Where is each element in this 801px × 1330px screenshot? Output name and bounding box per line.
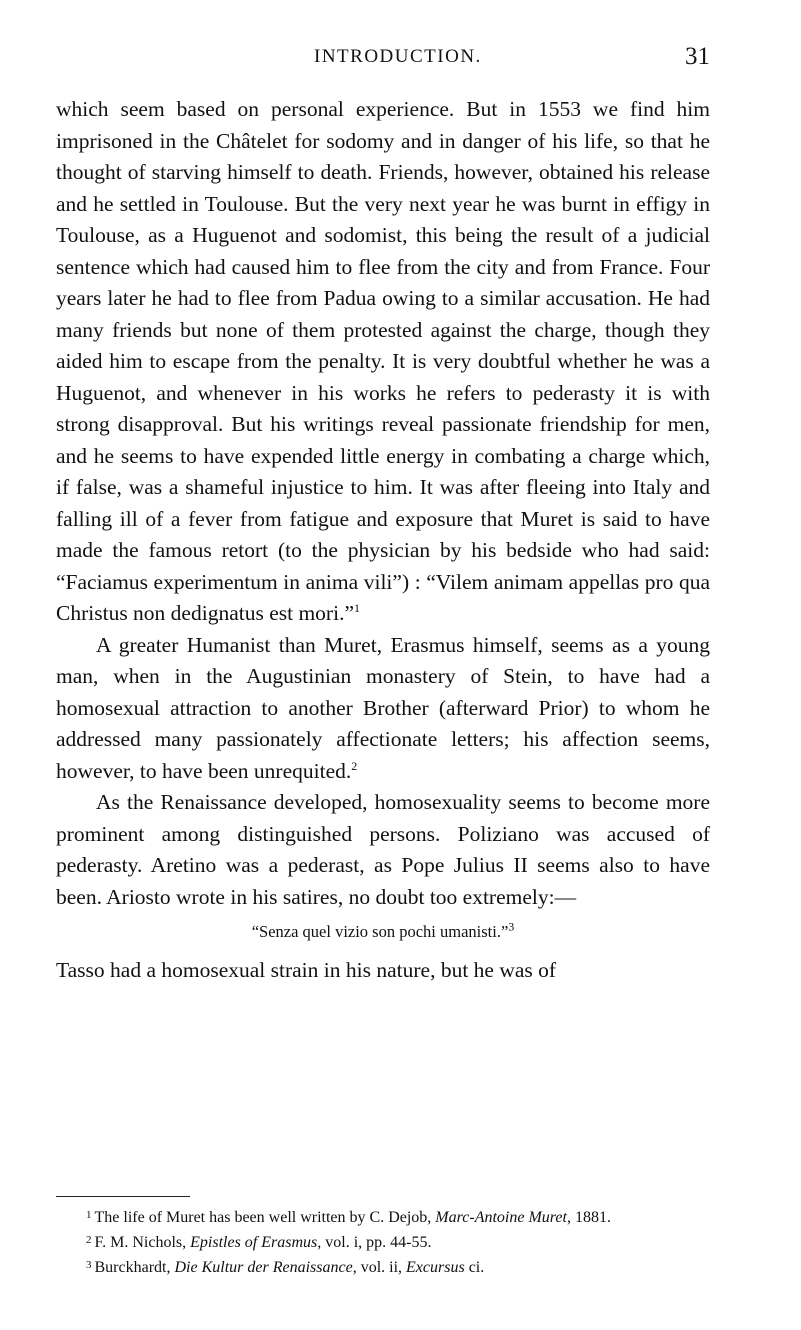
footnote-text: F. M. Nichols, (94, 1234, 191, 1251)
footnote-1 (56, 1204, 710, 1229)
footnote-text: , vol. ii, (352, 1259, 407, 1276)
paragraph-text: A greater Humanist than Muret, Erasmus himself, seems as a young man, when in the Augustinian monastery of Stein, to have had a homosexual attraction to another Brother (afterward Prior) to whom he addressed many passionately affectionate letters; his affection seems, however, to have been unrequited. (56, 632, 710, 783)
footnote-title: Die Kultur der Renaissance (174, 1259, 353, 1276)
footnote-title: Epistles of Erasmus (190, 1234, 318, 1251)
footnote-rule (56, 1196, 190, 1197)
paragraph-tasso (56, 955, 710, 987)
footnote-text: Burckhardt, (94, 1259, 175, 1276)
paragraph-renaissance (56, 787, 710, 913)
quote-text: “Senza quel vizio son pochi umanisti.” (251, 922, 509, 941)
footnote-mark: 2 (86, 1234, 92, 1246)
paragraph-text: As the Renaissance developed, homosexuality seems to become more prominent among distinguished persons. Poliziano was accused of pederasty. Aretino was a pederast, as Pope Julius II seems also to have been. Ariosto wrote in his satires, no doubt too extremely:— (56, 790, 710, 909)
footnote-text: ci. (464, 1259, 485, 1276)
footnote-mark: 3 (86, 1259, 92, 1271)
footnote-ref: 3 (508, 919, 515, 934)
paragraph-erasmus (56, 630, 710, 788)
footnote-ref: 1 (354, 600, 360, 615)
footnote-2 (56, 1229, 710, 1254)
body-text (56, 94, 710, 987)
footnote-3 (56, 1254, 710, 1279)
footnote-text: , 1881. (566, 1209, 611, 1226)
paragraph-text: Tasso had a homosexual strain in his nature, but he was of (56, 958, 557, 982)
running-head (96, 43, 710, 76)
footnote-text: , vol. i, pp. 44-55. (317, 1234, 432, 1251)
footnotes (56, 1204, 710, 1279)
block-quote (56, 919, 710, 945)
footnote-text: The life of Muret has been well written by C. Dejob, (94, 1209, 436, 1226)
paragraph-text: which seem based on personal experience. But in 1553 we find him imprisoned in the Châtelet for sodomy and in danger of his life, so that he thought of starving himself to death. Friends, however, obtained his release and he settled in Toulouse. But the very next year he was burnt in effigy in Toulouse, as a Huguenot and sodomist, this being the result of a judicial sentence which had caused him to flee from the city and from France. Four years later he had to flee from Padua owing to a similar accusation. He had many friends but none of them protested against the charge, though they aided him to escape from the penalty. It is very doubtful whether he was a Huguenot, and whenever in his works he refers to pederasty it is with strong disapproval. But his writings reveal passionate friendship for men, and he seems to have expended little energy in combating a charge which, if false, was a shameful injustice to him. It was after fleeing into Italy and falling ill of a fever from fatigue and exposure that Muret is said to have made the famous retort (to the physician by his bedside who had said: “Faciamus experimentum in anima vili”) : “Vilem animam appellas pro qua Christus non dedignatus est mori.” (56, 97, 710, 625)
page-number: 31 (685, 43, 710, 70)
paragraph-muret (56, 94, 710, 630)
running-title: INTRODUCTION. (314, 46, 482, 67)
footnote-title: Marc-Antoine Muret (435, 1209, 567, 1226)
footnote-title: Excursus (406, 1259, 465, 1276)
footnote-mark: 1 (86, 1209, 92, 1221)
footnote-ref: 2 (351, 758, 358, 773)
